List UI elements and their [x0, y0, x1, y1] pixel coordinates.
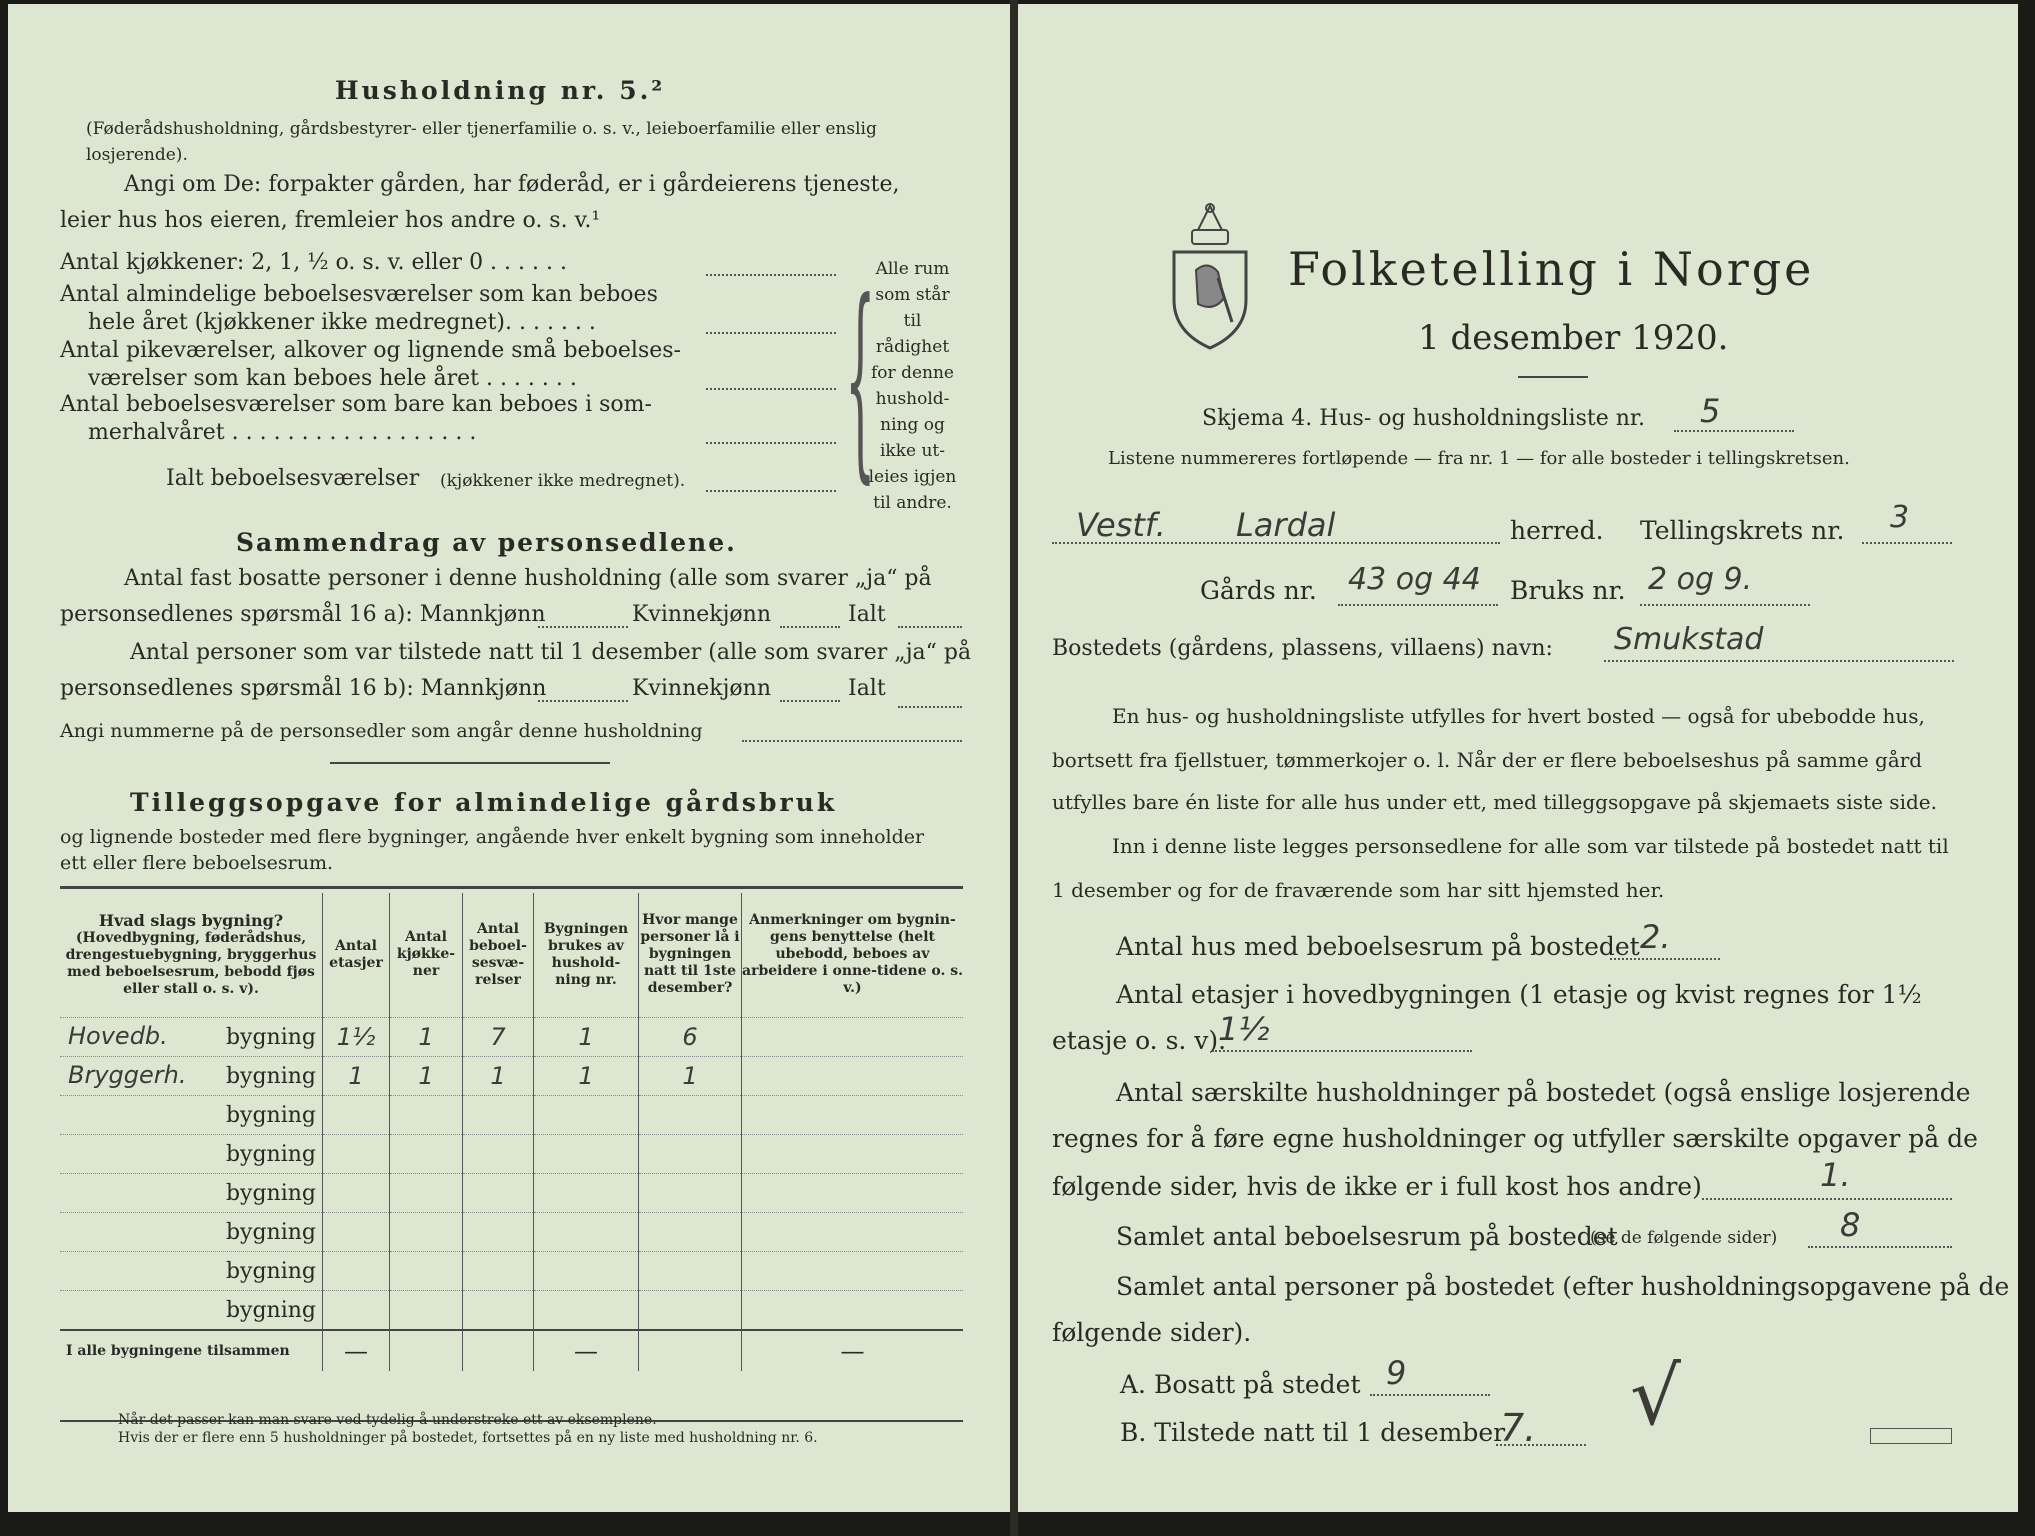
tillegg-line-2: ett eller flere beboelsesrum.: [60, 852, 334, 874]
side-note-line: som står til: [875, 285, 950, 331]
anm-cell: [742, 1173, 964, 1212]
etasjer-cell: [323, 1212, 390, 1251]
bosatt-field: [1370, 1394, 1490, 1396]
etasjer-field: [1212, 1050, 1472, 1052]
kjokken-cell: [390, 1095, 463, 1134]
section-divider: [330, 762, 610, 764]
total-personer: [639, 1330, 742, 1371]
antal-hus-value: 2.: [1640, 918, 1671, 956]
info-line-3: utfylles bare én liste for alle hus under ett, med tilleggsopgave på skjemaets siste side.: [1052, 790, 1937, 814]
skjema-number-field: [1674, 430, 1794, 432]
etasjer-cell: [323, 1173, 390, 1212]
sommer-label-1: Antal beboelsesværelser som bare kan beboes i som-: [60, 392, 652, 417]
ialt-field: [706, 490, 836, 492]
bruks-value: 2 og 9.: [1648, 562, 1753, 597]
col-kjokken: Antal kjøkke-ner: [390, 893, 463, 1017]
tilstede-mann-field: [538, 700, 628, 702]
fast-ialt-label: Ialt: [848, 602, 886, 627]
footnote-1: Når det passer kan man svare ved tydelig å understreke ett av eksemplene.: [118, 1412, 657, 1428]
gards-field: [1338, 604, 1498, 606]
side-note-line: hushold-: [875, 389, 950, 409]
side-note-line: leies igjen: [868, 467, 957, 487]
tillegg-line-1: og lignende bosteder med flere bygninger, angående hver enkelt bygning som inneholder: [60, 826, 925, 848]
total-kjokken: [390, 1330, 463, 1371]
total-etasjer: —: [323, 1330, 390, 1371]
etasjer-value: 1½: [1218, 1010, 1270, 1048]
listene-note: Listene nummereres fortløpende — fra nr. 1 — for alle bosteder i tellingskretsen.: [1108, 448, 1850, 469]
building-label: bygning: [225, 1258, 316, 1284]
rum-cell: [463, 1290, 534, 1330]
angi-line-2: leier hus hos eieren, fremleier hos andre o. s. v.¹: [60, 208, 601, 233]
bosted-value: Smukstad: [1614, 622, 1764, 657]
rum-cell: [463, 1134, 534, 1173]
check-mark: √: [1630, 1350, 1681, 1443]
table-row: [60, 1095, 963, 1134]
hushold-cell: [534, 1251, 639, 1290]
side-note-line: for denne: [871, 363, 954, 383]
antal-hus-field: [1610, 958, 1720, 960]
kjokken-cell: 1: [390, 1017, 463, 1056]
fast-line-1: Antal fast bosatte personer i denne husholdning (alle som svarer „ja“ på: [124, 566, 932, 591]
col-personer: Hvor mange personer lå i bygningen natt til 1ste desember?: [639, 893, 742, 1017]
etasjer-cell: 1: [323, 1056, 390, 1095]
bosatt-value: 9: [1386, 1354, 1407, 1392]
title-divider: [1518, 376, 1588, 378]
ialt-note: (kjøkkener ikke medregnet).: [440, 471, 686, 491]
building-label: bygning: [225, 1180, 316, 1206]
printer-stamp: [1870, 1428, 1952, 1444]
side-note-line: ning og: [880, 415, 945, 435]
table-row: [60, 1212, 963, 1251]
kjokken-cell: [390, 1251, 463, 1290]
col-etasjer: Antal etasjer: [323, 893, 390, 1017]
tilstede-ialt-field: [898, 706, 962, 708]
personer-cell: 6: [639, 1017, 742, 1056]
col-rum: Antal beboel-sesvæ-relser: [463, 893, 534, 1017]
pike-field: [706, 388, 836, 390]
table-row: [60, 1290, 963, 1330]
kjokken-cell: [390, 1173, 463, 1212]
tilstede-kvinne-field: [780, 700, 840, 702]
pike-label-1: Antal pikeværelser, alkover og lignende små beboelses-: [60, 338, 681, 363]
anm-cell: [742, 1290, 964, 1330]
brace-icon: {: [845, 258, 876, 505]
kjokken-cell: 1: [390, 1056, 463, 1095]
tilstede-line-2: personsedlenes spørsmål 16 b): Mannkjønn: [60, 676, 547, 701]
sarskilte-field: [1702, 1198, 1952, 1200]
household-subnote: (Føderådshusholdning, gårdsbestyrer- eller tjenerfamilie o. s. v., leieboerfamilie eller enslig losjerende).: [86, 119, 877, 165]
personer-cell: [639, 1212, 742, 1251]
herred-value: Vestf. Lardal: [1076, 506, 1336, 544]
census-date: 1 desember 1920.: [1418, 318, 1729, 358]
table-row: [60, 1173, 963, 1212]
kjokkener-label: Antal kjøkkener: 2, 1, ½ o. s. v. eller 0 . . . . . .: [60, 250, 567, 275]
fast-kvinne-label: Kvinnekjønn: [632, 602, 771, 627]
table-top-rule: [60, 886, 963, 889]
anm-cell: [742, 1251, 964, 1290]
anm-cell: [742, 1095, 964, 1134]
anm-cell: [742, 1017, 964, 1056]
footnote-2: Hvis der er flere enn 5 husholdninger på bostedet, fortsettes på en ny liste med husholdning nr. 6.: [118, 1430, 818, 1446]
tilstede-value: 7.: [1500, 1406, 1537, 1450]
household-heading: Husholdning nr. 5.²: [335, 76, 666, 105]
col-building-type: [60, 893, 323, 1017]
coat-of-arms-icon: [1168, 200, 1252, 352]
census-title: Folketelling i Norge: [1288, 242, 1815, 296]
tilstede-field: [1496, 1444, 1586, 1446]
table-row: [60, 1134, 963, 1173]
building-label: bygning: [225, 1102, 316, 1128]
etasjer-line-2: etasje o. s. v).: [1052, 1026, 1227, 1055]
bostedets-label: Bostedets (gårdens, plassens, villaens) navn:: [1052, 636, 1553, 661]
kjokken-cell: [390, 1290, 463, 1330]
personer-cell: [639, 1134, 742, 1173]
info-line-4: Inn i denne liste legges personsedlene for alle som var tilstede på bostedet natt til: [1112, 834, 1949, 858]
kjokken-cell: [390, 1134, 463, 1173]
personer-cell: [639, 1290, 742, 1330]
bruks-field: [1640, 604, 1810, 606]
total-anm: —: [742, 1330, 964, 1371]
etasjer-cell: [323, 1095, 390, 1134]
hushold-cell: [534, 1212, 639, 1251]
rum-cell: 1: [463, 1056, 534, 1095]
tilstede-kvinne-label: Kvinnekjønn: [632, 676, 771, 701]
tellingskrets-value: 3: [1890, 500, 1910, 535]
building-name: Bryggerh.: [68, 1060, 187, 1089]
gards-label: Gårds nr.: [1200, 576, 1317, 605]
tillegg-title: Tilleggsopgave for almindelige gårdsbruk: [130, 788, 838, 817]
antal-hus-label: Antal hus med beboelsesrum på bostedet: [1116, 932, 1640, 961]
hushold-cell: [534, 1290, 639, 1330]
total-hushold: —: [534, 1330, 639, 1371]
samlet-rum-label: Samlet antal beboelsesrum på bostedet: [1116, 1222, 1618, 1251]
sarskilte-value: 1.: [1820, 1156, 1851, 1194]
building-label: bygning: [225, 1024, 316, 1050]
anm-cell: [742, 1212, 964, 1251]
personer-cell: [639, 1173, 742, 1212]
etasjer-cell: [323, 1134, 390, 1173]
fast-line-2: personsedlenes spørsmål 16 a): Mannkjønn: [60, 602, 546, 627]
anm-cell: [742, 1134, 964, 1173]
hushold-cell: 1: [534, 1017, 639, 1056]
tilstede-label: B. Tilstede natt til 1 desember: [1120, 1418, 1506, 1447]
col-anmerkninger: Anmerkninger om bygnin-gens benyttelse (helt ubebodd, beboes av arbeidere i onne-tidene o. s. v.): [742, 893, 964, 1017]
etasjer-cell: [323, 1290, 390, 1330]
skjema-label: Skjema 4. Hus- og husholdningsliste nr.: [1202, 406, 1645, 431]
hushold-cell: [534, 1173, 639, 1212]
building-label: bygning: [225, 1297, 316, 1323]
tilstede-line-1: Antal personer som var tilstede natt til 1 desember (alle som svarer „ja“ på: [130, 640, 972, 665]
sarskilte-line-3: følgende sider, hvis de ikke er i full kost hos andre): [1052, 1172, 1702, 1201]
total-rum: [463, 1330, 534, 1371]
angi-line-1: Angi om De: forpakter gården, har føderåd, er i gårdeierens tjeneste,: [124, 172, 900, 197]
pike-label-2: værelser som kan beboes hele året . . . . . . .: [88, 366, 577, 391]
kjokkener-field: [706, 274, 836, 276]
bosted-field: [1604, 660, 1954, 662]
sommer-field: [706, 442, 836, 444]
building-label: bygning: [225, 1063, 316, 1089]
total-label: I alle bygningene tilsammen: [60, 1330, 323, 1371]
table-row: [60, 1017, 963, 1056]
side-note: [865, 256, 960, 516]
herred-label: herred.: [1510, 516, 1604, 545]
bosatt-label: A. Bosatt på stedet: [1120, 1370, 1361, 1399]
samlet-pers-line-1: Samlet antal personer på bostedet (efter husholdningsopgavene på de: [1116, 1272, 2010, 1301]
info-line-1: En hus- og husholdningsliste utfylles for hvert bosted — også for ubebodde hus,: [1112, 704, 1925, 728]
rum-cell: [463, 1251, 534, 1290]
fast-kvinne-field: [780, 626, 840, 628]
page-fold: [1010, 0, 1018, 1536]
nummerne-field: [742, 740, 962, 742]
personer-cell: [639, 1095, 742, 1134]
col-hushold: Bygningen brukes av hushold-ning nr.: [534, 893, 639, 1017]
personer-cell: 1: [639, 1056, 742, 1095]
fast-mann-field: [538, 626, 628, 628]
samlet-rum-value: 8: [1840, 1206, 1861, 1244]
herred-field: [1052, 542, 1500, 544]
table-row: [60, 1056, 963, 1095]
personer-cell: [639, 1251, 742, 1290]
sarskilte-line-2: regnes for å føre egne husholdninger og utfyller særskilte opgaver på de: [1052, 1124, 1978, 1153]
hushold-cell: [534, 1095, 639, 1134]
fast-ialt-field: [898, 626, 962, 628]
rum-cell: [463, 1173, 534, 1212]
info-line-2: bortsett fra fjellstuer, tømmerkojer o. l. Når der er flere beboelseshus på samme gård: [1052, 748, 1923, 772]
tellingskrets-label: Tellingskrets nr.: [1640, 516, 1845, 545]
sammendrag-title: Sammendrag av personsedlene.: [236, 528, 737, 557]
almind-label-1: Antal almindelige beboelsesværelser som kan beboes: [60, 282, 658, 307]
ialt-label: Ialt beboelsesværelser: [166, 466, 420, 491]
nummerne-label: Angi nummerne på de personsedler som angår denne husholdning: [60, 720, 703, 742]
building-label: bygning: [225, 1219, 316, 1245]
side-note-line: til andre.: [873, 493, 952, 513]
building-name: Hovedb.: [68, 1021, 168, 1050]
sarskilte-line-1: Antal særskilte husholdninger på bostedet (også enslige losjerende: [1116, 1078, 1971, 1107]
almind-field: [706, 332, 836, 334]
skjema-number: 5: [1700, 392, 1721, 430]
building-table: [60, 893, 963, 1371]
samlet-pers-line-2: følgende sider).: [1052, 1318, 1252, 1347]
rum-cell: [463, 1095, 534, 1134]
rum-cell: 7: [463, 1017, 534, 1056]
tilstede-ialt-label: Ialt: [848, 676, 886, 701]
building-label: bygning: [225, 1141, 316, 1167]
side-note-line: Alle rum: [875, 259, 950, 279]
hushold-cell: 1: [534, 1056, 639, 1095]
almind-label-2: hele året (kjøkkener ikke medregnet). . . . . . .: [88, 310, 596, 335]
side-note-line: rådighet: [875, 337, 950, 357]
side-note-line: ikke ut-: [879, 441, 946, 461]
table-row: [60, 1251, 963, 1290]
tellingskrets-field: [1862, 542, 1952, 544]
col-building-sub: (Hovedbygning, føderådshus, drengestuebygning, bryggerhus med beboelsesrum, bebodd fjøs eller stall o. s. v).: [65, 930, 317, 998]
etasjer-cell: 1½: [323, 1017, 390, 1056]
col-building-title: Hvad slags bygning?: [98, 911, 284, 931]
gards-value: 43 og 44: [1348, 562, 1481, 597]
info-line-5: 1 desember og for de fraværende som har sitt hjemsted her.: [1052, 878, 1665, 902]
samlet-rum-note: (se de følgende sider): [1590, 1228, 1778, 1248]
kjokken-cell: [390, 1212, 463, 1251]
bruks-label: Bruks nr.: [1510, 576, 1626, 605]
rum-cell: [463, 1212, 534, 1251]
hushold-cell: [534, 1134, 639, 1173]
etasjer-line-1: Antal etasjer i hovedbygningen (1 etasje og kvist regnes for 1½: [1116, 980, 1922, 1009]
sommer-label-2: merhalvåret . . . . . . . . . . . . . . . . . .: [88, 420, 477, 445]
etasjer-cell: [323, 1251, 390, 1290]
anm-cell: [742, 1056, 964, 1095]
samlet-rum-field: [1808, 1246, 1952, 1248]
table-total-row: [60, 1330, 963, 1371]
